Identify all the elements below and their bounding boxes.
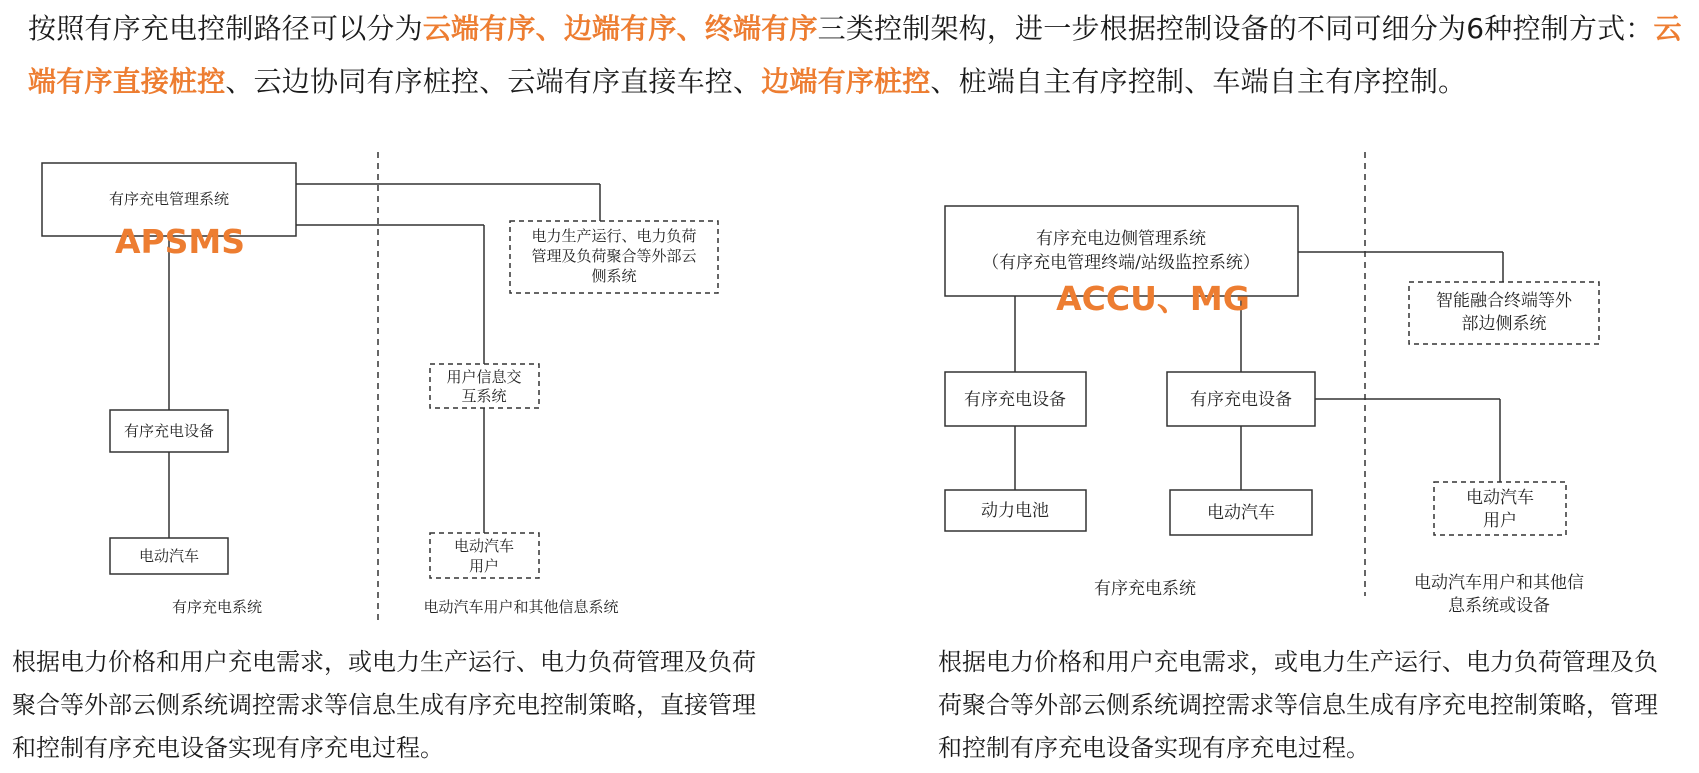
external-cloud-line-1: 电力生产运行、电力负荷 [531, 227, 697, 245]
right-diagram [945, 152, 1599, 616]
overlay-apsms: APSMS [114, 222, 246, 261]
edge-management-line-1: 有序充电边侧管理系统 [1036, 229, 1206, 249]
highlight-sep-1: 、 [535, 12, 564, 45]
ev-user-right-line-2: 用户 [1483, 511, 1517, 531]
ev-left-label: 电动汽车 [138, 547, 200, 565]
left-diagram [42, 152, 718, 620]
battery-label: 动力电池 [981, 501, 1049, 521]
left-label-users: 电动汽车用户和其他信息系统 [423, 598, 619, 616]
user-info-line-2: 互系统 [461, 387, 507, 405]
box-apsms-label: 有序充电管理系统 [108, 190, 230, 208]
intro-text-2: 三类控制架构，进一步根据控制设备的不同可细分为6种控制方式： [817, 12, 1654, 45]
ev-user-right-line-1: 电动汽车 [1466, 488, 1534, 508]
external-cloud-line-3: 侧系统 [591, 267, 637, 285]
user-info-line-1: 用户信息交 [446, 368, 522, 386]
right-label-users-line-2: 息系统或设备 [1448, 596, 1550, 616]
right-label-system: 有序充电系统 [1094, 579, 1196, 599]
left-label-system: 有序充电系统 [171, 598, 263, 616]
charger-b-label: 有序充电设备 [1190, 390, 1292, 410]
ev-right-label: 电动汽车 [1207, 503, 1275, 523]
ev-user-left-line-2: 用户 [468, 557, 500, 575]
overlay-accu-mg: ACCU、MG [1056, 279, 1250, 318]
highlight-edge: 边端有序 [563, 12, 677, 45]
highlight-terminal: 终端有序 [704, 12, 818, 45]
ev-user-left-line-1: 电动汽车 [453, 537, 515, 555]
highlight-sep-2: 、 [676, 12, 705, 45]
intro-text-3: 、云边协同有序桩控、云端有序直接车控、 [225, 65, 762, 98]
edge-management-line-2: （有序充电管理终端/站级监控系统） [982, 253, 1260, 273]
external-edge-line-2: 部边侧系统 [1461, 314, 1547, 334]
charger-left-label: 有序充电设备 [123, 422, 215, 440]
external-edge-line-1: 智能融合终端等外 [1436, 291, 1572, 311]
external-cloud-line-2: 管理及负荷聚合等外部云 [531, 247, 697, 265]
intro-text-4: 、桩端自主有序控制、车端自主有序控制。 [930, 65, 1467, 98]
highlight-method-1: 云端有序直接桩控 [28, 12, 1682, 98]
highlight-method-4: 边端有序桩控 [761, 65, 931, 98]
caption-left: 根据电力价格和用户充电需求，或电力生产运行、电力负荷管理及负荷聚合等外部云侧系统调控需求等信息生成有序充电控制策略，直接管理和控制有序充电设备实现有序充电过程。 [12, 648, 756, 762]
caption-right: 根据电力价格和用户充电需求，或电力生产运行、电力负荷管理及负荷聚合等外部云侧系统调控需求等信息生成有序充电控制策略，管理和控制有序充电设备实现有序充电过程。 [938, 648, 1658, 762]
charger-a-label: 有序充电设备 [964, 390, 1066, 410]
intro-text-1: 按照有序充电控制路径可以分为 [28, 12, 423, 45]
highlight-cloud: 云端有序 [422, 12, 536, 45]
right-label-users-line-1: 电动汽车用户和其他信 [1414, 573, 1584, 593]
